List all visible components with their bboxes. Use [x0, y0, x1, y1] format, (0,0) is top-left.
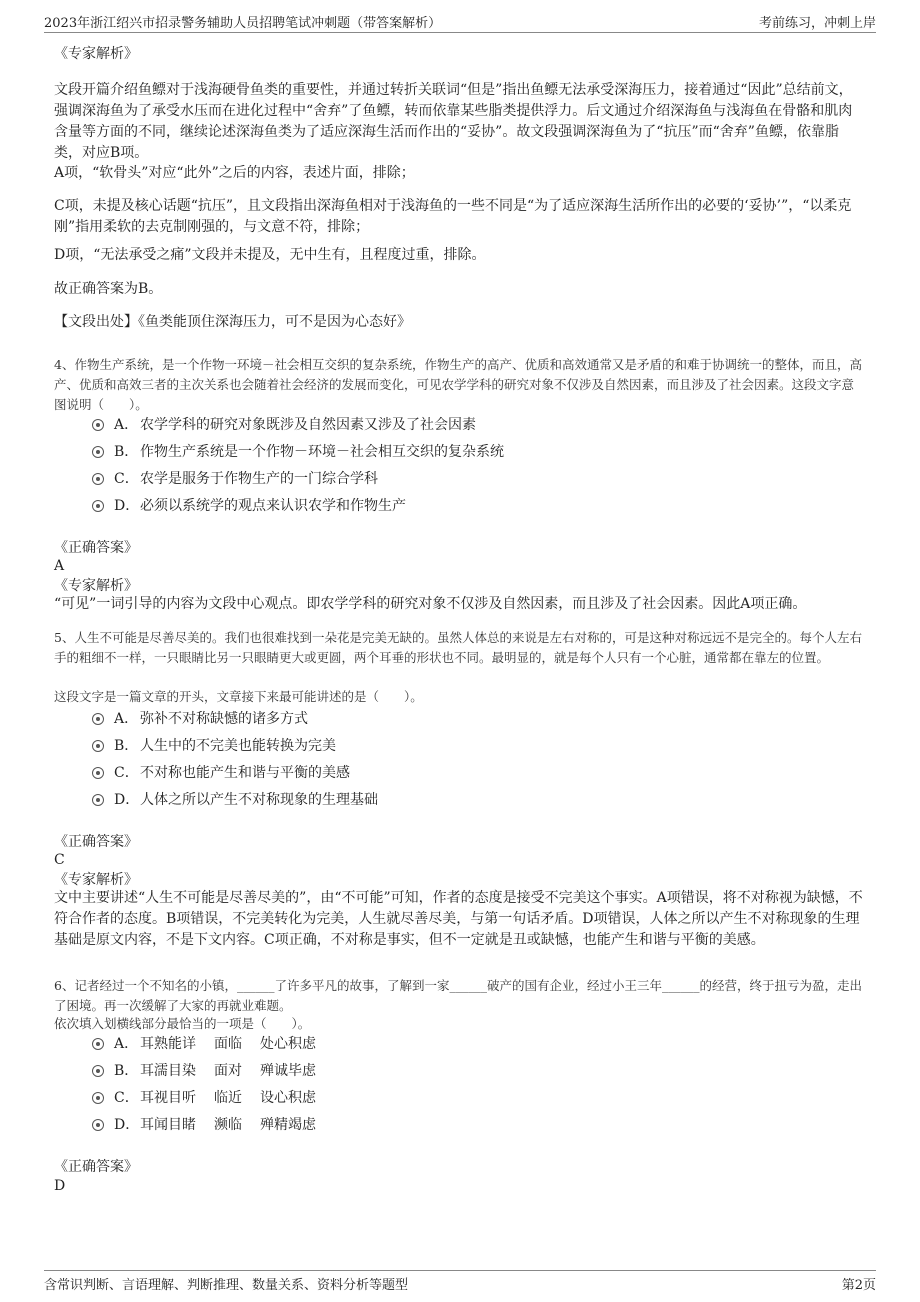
q5-analysis: 文中主要讲述“人生不可能是尽善尽美的”，由“不可能”可知，作者的态度是接受不完美这个事实。A项错误，将不对称视为缺憾，不符合作者的态度。B项错误，不完美转化为完美，人生就尽善尽美，与第一句话矛盾。D项错误，人体之所以产生不对称现象的生理基础是原文内容，不是下文内容。C项正确，不对称是事实，但不一定就是丑或缺憾，也能产生和谐与平衡的美感。 [54, 890, 863, 948]
page-footer [44, 1270, 876, 1293]
q3-analysis: 文段开篇介绍鱼鳔对于浅海硬骨鱼类的重要性，并通过转折关联词“但是”指出鱼鳔无法承受深海压力，接着通过“因此”总结前文，强调深海鱼为了承受水压而在进化过程中“舍弃”了鱼鳔，转而依靠某些脂类提供浮力。后文通过介绍深海鱼与浅海鱼在骨骼和肌肉含量等方面的不同，继续论述深海鱼类为了适应深海生活而作出的“妥协”。故文段强调深海鱼为了“抗压”而“舍弃”鱼鳔，依靠脂类，对应B项。 [54, 82, 853, 161]
q3-conclusion: 故正确答案为B。 [54, 281, 163, 297]
q3-analysis-tag: 《专家解析》 [54, 46, 138, 62]
q6-option-c[interactable]: C．耳视目听 临近 设心积虑 [92, 1087, 316, 1109]
q4-question: 4、作物生产系统，是一个作物一环境－社会相互交织的复杂系统，作物生产的高产、优质和高效通常又是矛盾的和难于协调统一的整体，而且，高产、优质和高效三者的主次关系也会随着社会经济的发展而变化，可见农学学科的研究对象不仅涉及自然因素，而且涉及了社会因素。这段文字意图说明（ ）。 [54, 357, 862, 412]
q4-answer: A [54, 558, 65, 574]
q6-answer: D [54, 1178, 66, 1194]
q5-prompt: 这段文字是一篇文章的开头，文章接下来最可能讲述的是（ ）。 [54, 689, 423, 704]
q4-option-a[interactable]: A． 农学学科的研究对象既涉及自然因素又涉及了社会因素 [92, 414, 476, 436]
radio-icon[interactable] [92, 1065, 104, 1077]
q3-option-d-note: D项，“无法承受之痛”文段并未提及，无中生有，且程度过重，排除。 [54, 247, 486, 263]
header-slogan: 考前练习，冲刺上岸 [758, 16, 876, 31]
q3-option-a-note: A项，“软骨头”对应“此外”之后的内容，表述片面，排除； [54, 165, 415, 181]
q5-question: 5、人生不可能是尽善尽美的。我们也很难找到一朵花是完美无缺的。虽然人体总的来说是左右对称的，可是这种对称远远不是完全的。每个人左右手的粗细不一样，一只眼睛比另一只眼睛更大或更圆，两个耳垂的形状也不同。最明显的，就是每个人只有一个心脏，通常都在靠左的位置。 [54, 630, 862, 665]
q4-option-c[interactable]: C．农学是服务于作物生产的一门综合学科 [92, 468, 378, 490]
radio-icon[interactable] [92, 473, 104, 485]
page-header [44, 12, 876, 33]
q5-option-a[interactable]: A． 弥补不对称缺憾的诸多方式 [92, 708, 308, 730]
q5-option-b[interactable]: B． 人生中的不完美也能转换为完美 [92, 735, 336, 757]
page-number: 第2页 [841, 1278, 876, 1293]
q6-question: 6、记者经过一个不知名的小镇，______了许多平凡的故事，了解到一家______破产的国有企业，经过小王三年______的经营，终于扭亏为盈，走出了困境。再一次缓解了大家的再就业难题。 [54, 978, 862, 1013]
q4-option-d[interactable]: D．必须以系统学的观点来认识农学和作物生产 [92, 495, 406, 517]
q3-option-c-note: C项，未提及核心话题“抗压”，且文段指出深海鱼相对于浅海鱼的一些不同是“为了适应深海生活所作出的必要的‘妥协’”，“以柔克刚”指用柔软的去克制刚强的，与文意不符，排除； [54, 198, 852, 235]
footer-topics: 含常识判断、言语理解、判断推理、数量关系、资料分析等题型 [44, 1278, 409, 1293]
q6-answer-tag: 《正确答案》 [54, 1159, 138, 1175]
q6-option-a[interactable]: A． 耳熟能详 面临 处心积虑 [92, 1033, 316, 1055]
q6-prompt: 依次填入划横线部分最恰当的一项是（ ）。 [54, 1016, 311, 1031]
q4-answer-tag: 《正确答案》 [54, 540, 138, 556]
q5-analysis-tag: 《专家解析》 [54, 872, 138, 888]
radio-icon[interactable] [92, 500, 104, 512]
radio-icon[interactable] [92, 446, 104, 458]
q4-analysis: “可见”一词引导的内容为文段中心观点。即农学学科的研究对象不仅涉及自然因素，而且涉及了社会因素。因此A项正确。 [54, 596, 807, 612]
radio-icon[interactable] [92, 1038, 104, 1050]
q5-option-c[interactable]: C．不对称也能产生和谐与平衡的美感 [92, 762, 350, 784]
q6-option-d[interactable]: D．耳闻目睹 濒临 殚精竭虑 [92, 1114, 316, 1136]
q6-option-b[interactable]: B． 耳濡目染 面对 殚诚毕虑 [92, 1060, 316, 1082]
q5-answer: C [54, 852, 65, 868]
q5-option-d[interactable]: D．人体之所以产生不对称现象的生理基础 [92, 789, 378, 811]
radio-icon[interactable] [92, 794, 104, 806]
q5-answer-tag: 《正确答案》 [54, 834, 138, 850]
q4-analysis-tag: 《专家解析》 [54, 578, 138, 594]
radio-icon[interactable] [92, 1119, 104, 1131]
radio-icon[interactable] [92, 1092, 104, 1104]
radio-icon[interactable] [92, 767, 104, 779]
radio-icon[interactable] [92, 419, 104, 431]
q4-option-b[interactable]: B． 作物生产系统是一个作物－环境－社会相互交织的复杂系统 [92, 441, 504, 463]
radio-icon[interactable] [92, 713, 104, 725]
radio-icon[interactable] [92, 740, 104, 752]
header-title: 2023年浙江绍兴市招录警务辅助人员招聘笔试冲刺题（带答案解析） [44, 16, 442, 31]
q3-source: 【文段出处】《鱼类能顶住深海压力，可不是因为心态好》 [54, 314, 411, 330]
